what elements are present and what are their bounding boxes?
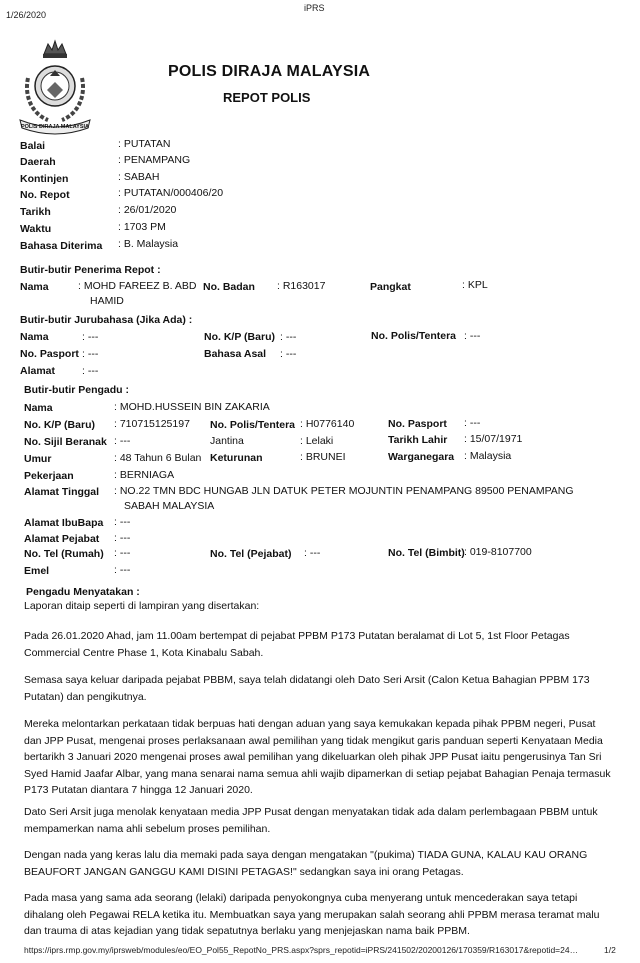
pengadu-warga-value: : Malaysia [464, 450, 512, 462]
jurubahasa-bahasa-value: : --- [280, 348, 297, 360]
info-value-kontinjen: : SABAH [118, 171, 160, 183]
jurubahasa-bahasa-label: Bahasa Asal [204, 348, 267, 360]
pengadu-pasport-label: No. Pasport [388, 418, 447, 430]
pengadu-pekerjaan-label: Pekerjaan [24, 470, 74, 482]
penerima-nama-value-2: HAMID [90, 295, 124, 307]
penerima-nama-value: : MOHD FAREEZ B. ABD [78, 280, 197, 292]
pengadu-warga-label: Warganegara [388, 451, 455, 463]
pengadu-pekerjaan-value: : BERNIAGA [114, 469, 175, 481]
pengadu-polis-label: No. Polis/Tentera [210, 419, 295, 431]
pengadu-pejabat-value: : --- [114, 532, 131, 544]
pengadu-emel-label: Emel [24, 565, 50, 577]
pengadu-ibubapa-label: Alamat IbuBapa [24, 517, 104, 529]
info-value-tarikh: : 26/01/2020 [118, 204, 177, 216]
section-penerima: Butir-butir Penerima Repot : [20, 264, 161, 276]
info-label-no-repot: No. Repot [20, 189, 70, 201]
pengadu-umur-label: Umur [24, 453, 52, 465]
info-label-tarikh: Tarikh [20, 206, 51, 218]
pengadu-nama-value: : MOHD.HUSSEIN BIN ZAKARIA [114, 401, 270, 413]
info-label-balai: Balai [20, 140, 46, 152]
pengadu-telbimbit-label: No. Tel (Bimbit) [388, 547, 465, 559]
section-kenyataan: Pengadu Menyatakan : [26, 586, 140, 598]
pengadu-lahir-value: : 15/07/1971 [464, 433, 523, 445]
jurubahasa-alamat-label: Alamat [20, 365, 56, 377]
pengadu-keturunan-label: Keturunan [210, 452, 263, 464]
pengadu-pejabat-label: Alamat Pejabat [24, 533, 100, 545]
jurubahasa-pasport-label: No. Pasport [20, 348, 79, 360]
pengadu-telrumah-label: No. Tel (Rumah) [24, 548, 104, 560]
jurubahasa-kp-label: No. K/P (Baru) [204, 331, 275, 343]
print-url: https://iprs.rmp.gov.my/iprsweb/modules/eo/EO_Pol55_RepotNo_PRS.aspx?sprs_repotid=iPRS/241502/20200126/170359/R163017&repotid=24… [24, 945, 579, 955]
info-value-waktu: : 1703 PM [118, 221, 166, 233]
statement-paragraph: Dengan nada yang keras lalu dia memaki pada saya dengan mengatakan "(pukima) TIADA GUNA, KALAU KAU ORANG BEAUFORT JANGAN GANGGU KAMI DISINI PETAGAS!" sedangkan saya ini orang Petagas. [24, 849, 588, 878]
statement-paragraph: Mereka melontarkan perkataan tidak berpuas hati dengan aduan yang saya kemukakan kepada pihak PPBM negeri, Pusat dan JPP Pusat, mengenai proses perlaksanaan awal pemilihan yang tidak mengikut garis panduan seperti Kenyataan Media bertarikh 3 Januari 2020 mengenai proses awal pemilihan yang dikeluarkan oleh pihak JPP Pusat iaitu pengerusinya Tan Sri Syed Hamid Jaafar Albar, yang mana senarai nama semua ahli wajib dipamerkan di setiap pejabat Bahagian Penaja termasuk P173 Putatan diantara 7 hingga 12 Januari 2020. [24, 718, 611, 796]
pengadu-umur-value: : 48 Tahun 6 Bulan [114, 452, 202, 464]
pengadu-lahir-label: Tarikh Lahir [388, 434, 448, 446]
info-value-no-repot: : PUTATAN/000406/20 [118, 187, 224, 199]
pengadu-kp-value: : 710715125197 [114, 418, 190, 430]
info-label-kontinjen: Kontinjen [20, 173, 69, 185]
statement-paragraph: Semasa saya keluar daripada pejabat PBBM, saya telah didatangi oleh Dato Seri Arsit (Calon Ketua Bahagian PPBM 173 Putatan) dan pengikutnya. [24, 674, 590, 703]
pengadu-sijil-value: : --- [114, 435, 131, 447]
pengadu-alamat-value: : NO.22 TMN BDC HUNGAB JLN DATUK PETER MOJUNTIN PENAMPANG 89500 PENAMPANG [114, 485, 574, 497]
pengadu-jantina-label: Jantina [210, 435, 244, 447]
page-title: POLIS DIRAJA MALAYSIA [168, 63, 371, 80]
pengadu-jantina-value: : Lelaki [300, 435, 334, 447]
pengadu-telpejabat-value: : --- [304, 547, 321, 559]
pengadu-keturunan-value: : BRUNEI [300, 451, 346, 463]
pengadu-emel-value: : --- [114, 564, 131, 576]
svg-text:POLIS DIRAJA MALAYSIA: POLIS DIRAJA MALAYSIA [20, 124, 90, 130]
kenyataan-intro: Laporan ditaip seperti di lampiran yang disertakan: [24, 600, 260, 612]
jurubahasa-kp-value: : --- [280, 331, 297, 343]
info-label-bahasa: Bahasa Diterima [20, 240, 103, 252]
print-page-title: iPRS [304, 3, 325, 13]
page-subtitle: REPOT POLIS [223, 90, 311, 105]
statement-paragraph: Pada masa yang sama ada seorang (lelaki) daripada penyokongnya cuba menyerang untuk mencederakan saya tetapi dihalang oleh Pegawai RELA ketika itu. Membuatkan saya yang merupakan salah seorang ahli PPBM merasa teramat malu dan trauma di atas kejadian yang tidak sepatutnya berlaku yang menjejaskan nama baik PPBM. [24, 892, 600, 937]
pengadu-telpejabat-label: No. Tel (Pejabat) [210, 548, 292, 560]
jurubahasa-polis-label: No. Polis/Tentera [371, 330, 456, 342]
jurubahasa-alamat-value: : --- [82, 365, 99, 377]
jurubahasa-pasport-value: : --- [82, 348, 99, 360]
penerima-pangkat-label: Pangkat [370, 281, 411, 293]
print-page-number: 1/2 [604, 945, 616, 955]
statement-paragraph: Dato Seri Arsit juga menolak kenyataan media JPP Pusat dengan menyatakan tidak ada dalam perlembagaan PBBM untuk mempamerkan nama ahli sebelum proses pemilihan. [24, 806, 598, 835]
pengadu-alamat-value-2: SABAH MALAYSIA [124, 500, 215, 512]
info-value-balai: : PUTATAN [118, 138, 171, 150]
pengadu-ibubapa-value: : --- [114, 516, 131, 528]
pdrm-crest-logo [14, 38, 96, 136]
jurubahasa-nama-value: : --- [82, 331, 99, 343]
pengadu-pasport-value: : --- [464, 417, 481, 429]
penerima-nama-label: Nama [20, 281, 49, 293]
info-value-daerah: : PENAMPANG [118, 154, 191, 166]
penerima-badan-label: No. Badan [203, 281, 255, 293]
penerima-pangkat-value: : KPL [462, 279, 488, 291]
statement-paragraph: Pada 26.01.2020 Ahad, jam 11.00am bertempat di pejabat PPBM P173 Putatan beralamat di Lot 5, 1st Floor Petagas Commercial Centre Phase 1, Kota Kinabalu Sabah. [24, 630, 570, 659]
print-date: 1/26/2020 [6, 10, 47, 20]
pengadu-kp-label: No. K/P (Baru) [24, 419, 95, 431]
pengadu-alamat-label: Alamat Tinggal [24, 486, 100, 498]
info-value-bahasa: : B. Malaysia [118, 238, 179, 250]
penerima-badan-value: : R163017 [277, 280, 326, 292]
pengadu-telbimbit-value: : 019-8107700 [464, 546, 532, 558]
section-jurubahasa: Butir-butir Jurubahasa (Jika Ada) : [20, 314, 193, 326]
section-pengadu: Butir-butir Pengadu : [24, 384, 129, 396]
pengadu-sijil-label: No. Sijil Beranak [24, 436, 107, 448]
jurubahasa-polis-value: : --- [464, 330, 481, 342]
info-label-daerah: Daerah [20, 156, 56, 168]
pengadu-polis-value: : H0776140 [300, 418, 355, 430]
info-label-waktu: Waktu [20, 223, 52, 235]
jurubahasa-nama-label: Nama [20, 331, 49, 343]
pengadu-telrumah-value: : --- [114, 547, 131, 559]
pengadu-nama-label: Nama [24, 402, 53, 414]
